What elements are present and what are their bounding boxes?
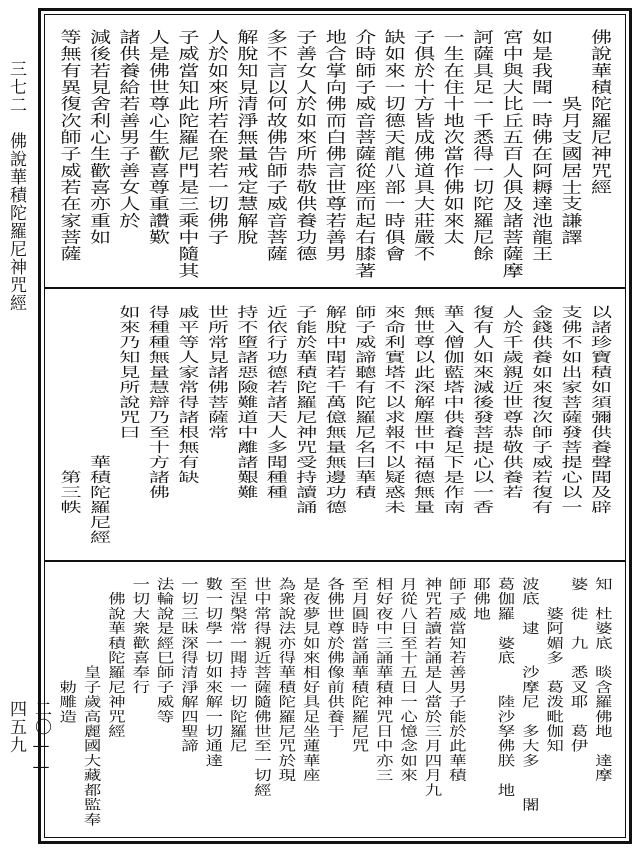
- text-column: 婆阿媚多 葛泼毗伽知: [544, 577, 565, 754]
- text-column: 師子威諦聽有陀羅尼名曰華積: [352, 305, 377, 500]
- text-column: 無世尊以此深解塵世中福德無量: [411, 305, 436, 515]
- register-middle: [55, 305, 615, 545]
- text-column: 皇子歲高麗國大藏都監奉: [81, 577, 102, 827]
- text-column: 葛伽羅 婆底 陸沙孥佛朕 地: [495, 577, 516, 798]
- text-column: 勅雕造: [57, 577, 78, 725]
- text-column: 月從八日至十五日一心憶念如來: [397, 577, 419, 783]
- page-frame: [38, 8, 632, 844]
- text-column: 解脫中聞若千萬億無量無邊功德: [322, 305, 348, 515]
- register-bottom: [55, 577, 615, 827]
- text-column: 人是佛世尊心生歡喜尊重讚歎: [145, 29, 171, 246]
- text-column: 華積陀羅尼經: [87, 305, 112, 545]
- text-column: 至月圓時當誦華積陀羅尼咒: [349, 577, 370, 754]
- register-top: [55, 29, 615, 279]
- text-column: 華入僧伽藍塔中供養足下是作南: [440, 305, 466, 515]
- margin-reference: [4, 60, 51, 780]
- text-column: 法輪說是經巳師子威等: [154, 577, 175, 725]
- text-column: 數一切學一切如來解一切通達: [203, 577, 224, 769]
- text-column: 子能於華積陀羅尼神咒受持讀誦: [293, 305, 318, 515]
- text-column: 近依行功德若諸天人多聞種種: [263, 305, 289, 500]
- text-column: 是夜夢見如來相好具足坐蓮華座: [300, 577, 321, 783]
- text-column: 復有人如來滅後發菩提心以一香: [470, 305, 495, 515]
- margin-title: [4, 60, 29, 312]
- text-column: 子威當知此陀羅尼門是三乘中隨其: [175, 29, 200, 279]
- text-column: 以諸珍寶積如須彌供養聲聞及辟: [588, 305, 613, 515]
- margin-page-number: 二〇——四五九: [6, 700, 51, 778]
- text-column: 知 杜婆底 晱含羅佛地 達摩: [592, 577, 613, 783]
- text-column: 戚平等人家常得諸根無有缺: [175, 305, 200, 485]
- text-column: 多不言以何故佛告師子威音菩薩: [263, 29, 289, 263]
- text-column: 吳月支國居士支謙譯: [558, 29, 583, 246]
- text-column: 佛說華積陀羅尼神咒經: [105, 577, 126, 739]
- text-column: 為衆說法亦得華積陀羅尼咒於現: [276, 577, 297, 783]
- text-column: 如來乃知見所說咒曰: [116, 305, 141, 440]
- text-column: 各佛世尊於佛像前供養于: [324, 577, 346, 739]
- text-column: 一生在住十地次當作佛如來太: [440, 29, 466, 246]
- register-divider-1: [45, 287, 625, 289]
- text-column: 佛說華積陀羅尼神咒經: [588, 29, 613, 196]
- text-column: 等無有異復次師子威若在家菩薩: [57, 29, 82, 263]
- text-column: 至涅槃常一聞持一切陀羅尼: [227, 577, 248, 754]
- text-column: 解脫知見清淨無量戒定慧解脫: [234, 29, 259, 246]
- text-column: 人於千歲親近世尊恭敬供養若: [499, 305, 525, 500]
- text-column: 波底 逮 沙摩尼 多大多 闍: [519, 577, 540, 813]
- text-column: 婆 徙 九 悉叉耶 葛伊: [568, 577, 589, 783]
- text-column: 神咒若讀若誦是人當於三月四月九: [422, 577, 443, 798]
- page-frame-inner: [44, 14, 626, 838]
- register-divider-2: [45, 560, 625, 562]
- margin-top-label: 三七二: [6, 60, 26, 114]
- text-column: 子善女人於如來所恭敬供養功德: [293, 29, 318, 263]
- text-column: 耶佛地: [471, 577, 492, 622]
- text-column: 持不墮諸惡險難道中離諸艱難: [234, 305, 259, 500]
- text-column: 子俱於十方皆成佛道具大莊嚴不: [411, 29, 436, 263]
- text-column: 一切大衆歡喜奉行: [130, 577, 151, 695]
- text-column: 一切三昧深得清淨解四聖諦: [178, 577, 199, 754]
- text-column: 如是我聞一時佛在阿耨達池龍王: [529, 29, 554, 263]
- text-column: 缺如來一切德天龍八部一時俱會: [381, 29, 407, 263]
- text-column: 世所常見諸佛菩薩常: [204, 305, 230, 440]
- text-column: 相好夜中三誦華積神咒日中亦三: [373, 577, 394, 783]
- text-column: 來命利實塔不以求報不以疑惑未: [381, 305, 407, 515]
- text-column: 金錢供養如來復次師子威若復有: [529, 305, 554, 515]
- text-column: 第三帙: [57, 305, 82, 515]
- text-column: 得種種無量慧辯乃至十方諸佛: [145, 305, 171, 500]
- text-column: 訶薩具足一千悉得一切陀羅尼餘: [470, 29, 495, 263]
- text-column: 減後若見舍利心生歡喜亦重如: [87, 29, 112, 246]
- text-column: 地合掌向佛而白佛言世尊若善男: [322, 29, 348, 263]
- text-column: 支佛不如出家菩薩發菩提心以一: [558, 305, 583, 515]
- text-column: 世中常得親近菩薩隨佛世至一切經: [251, 577, 273, 798]
- text-column: 人於如來所若在衆若一切佛子: [204, 29, 230, 246]
- text-column: 師子威當知若善男子能於此華積: [446, 577, 467, 783]
- text-column: 諸供養給若善男子善女人於: [116, 29, 141, 229]
- text-column: 介時師子威音菩薩從座而起右膝著: [352, 29, 377, 279]
- margin-sutra-title: 佛說華積陀羅尼神咒經: [6, 132, 26, 312]
- text-column: 宮中與大比丘五百人俱及諸菩薩摩: [499, 29, 525, 279]
